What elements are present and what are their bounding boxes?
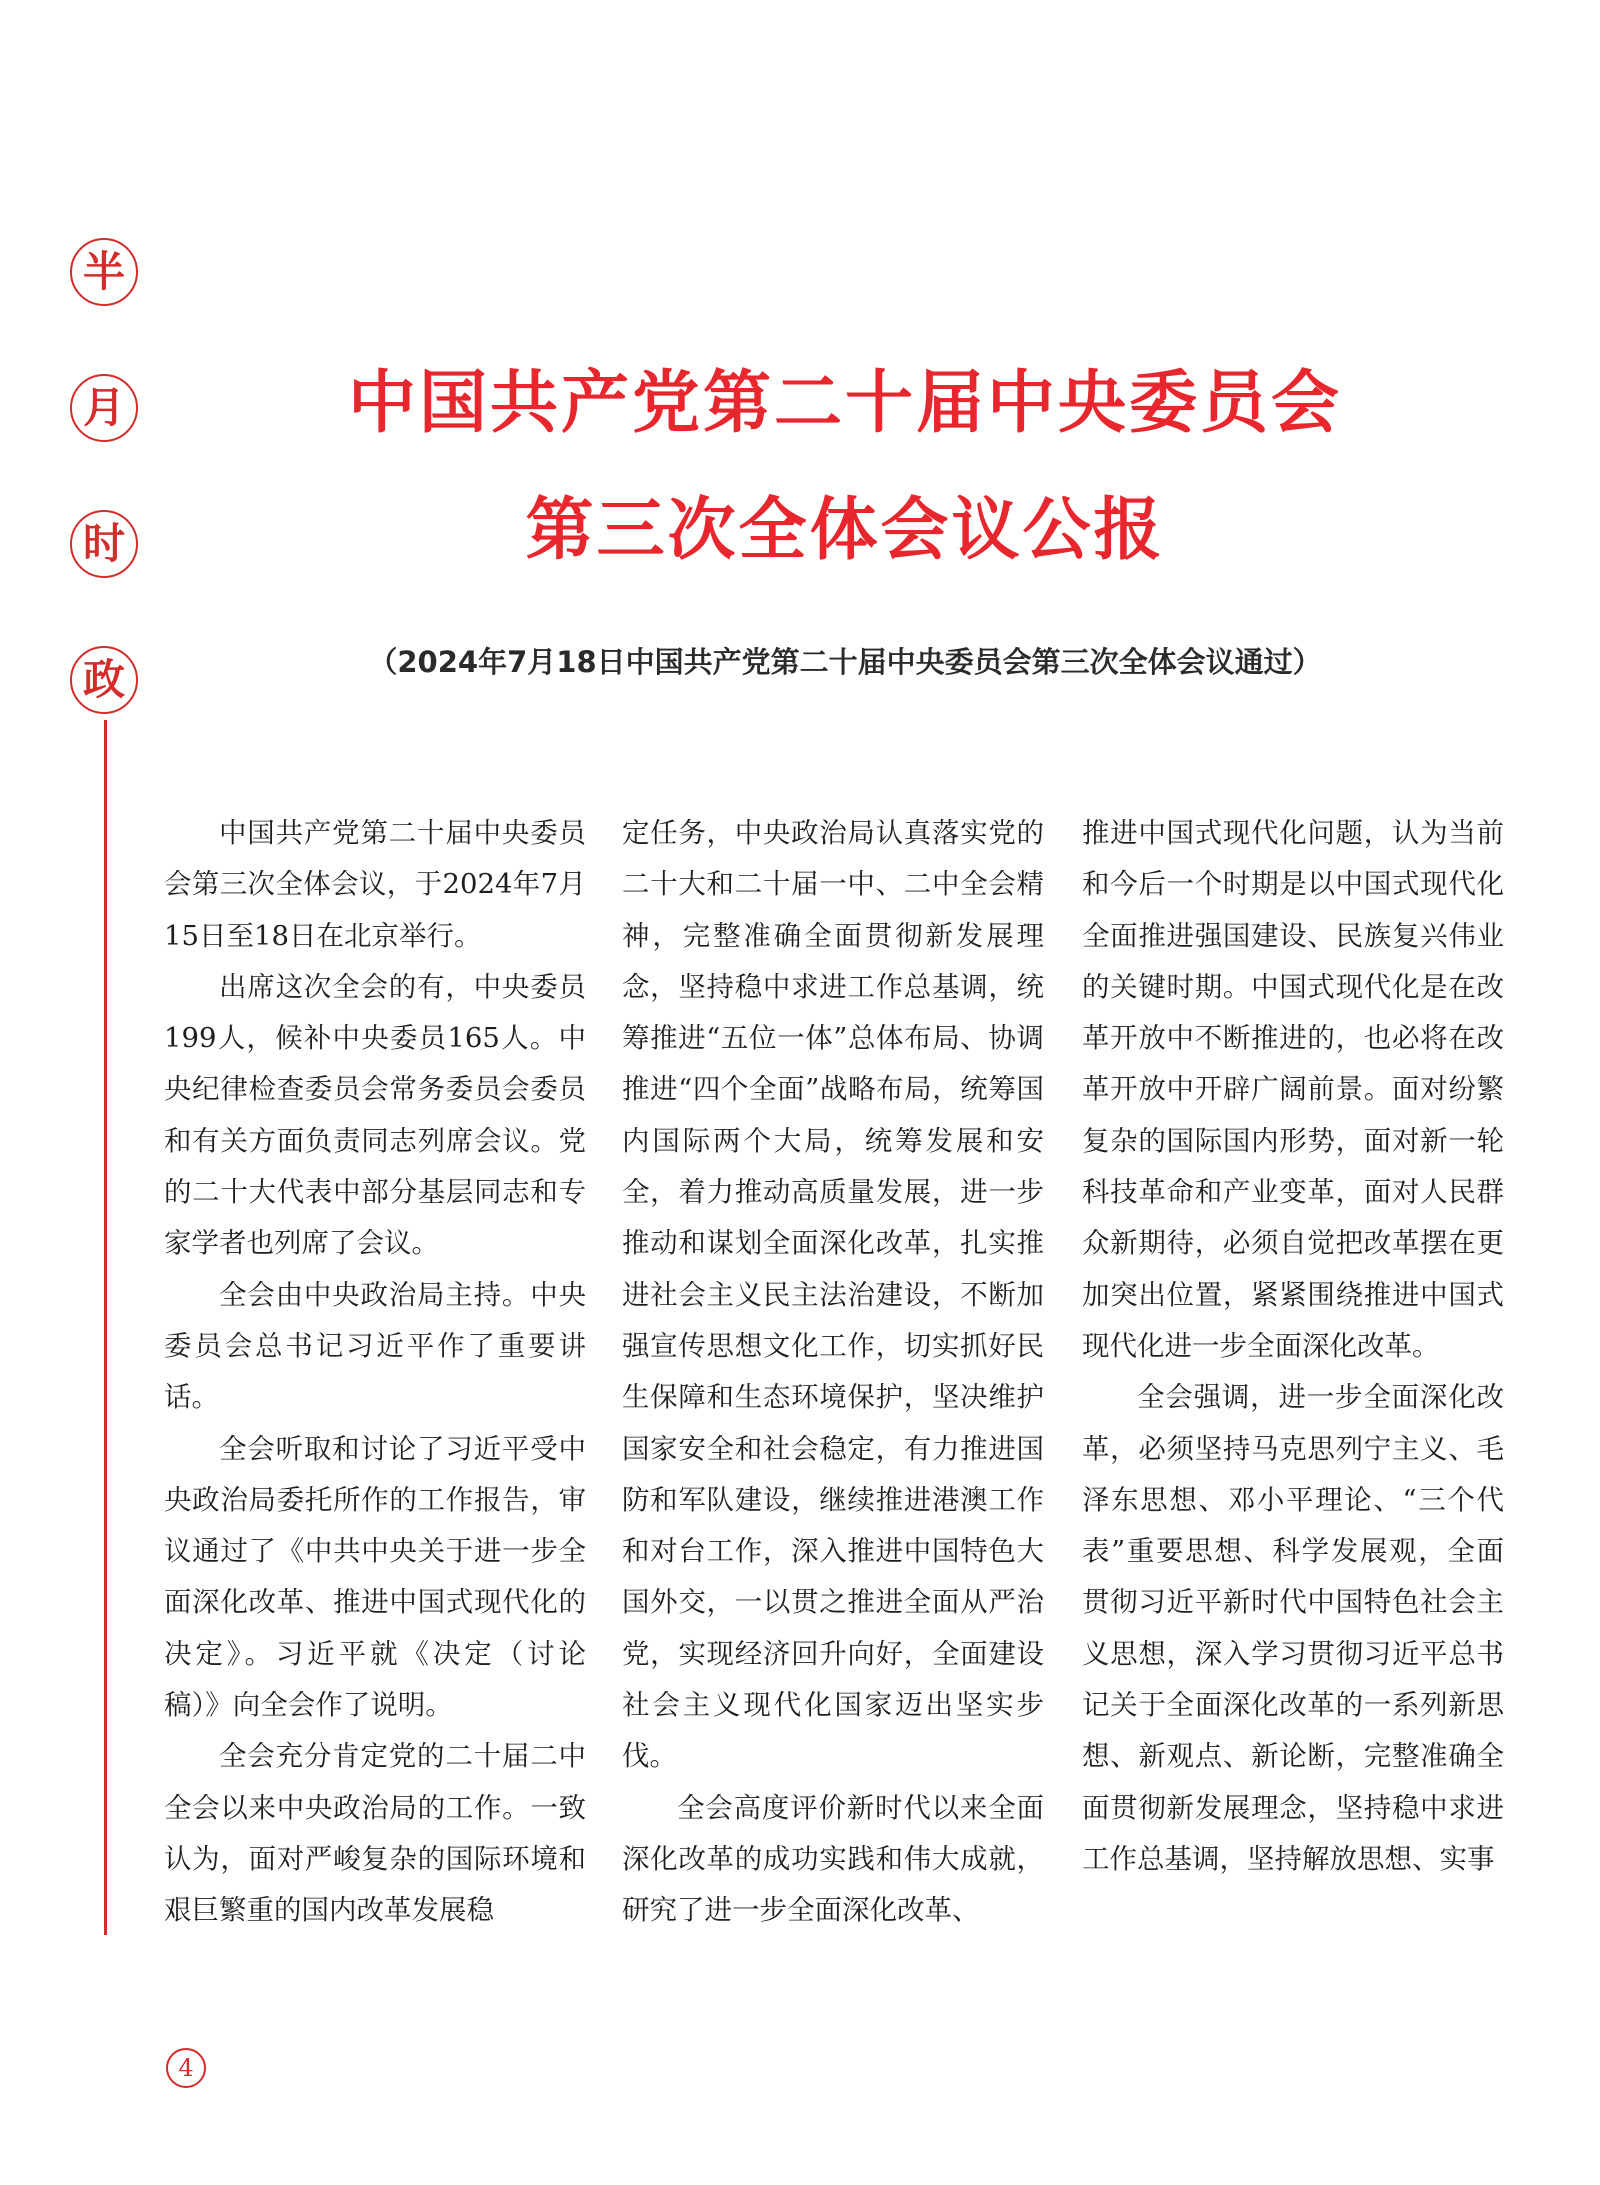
section-label-char: 半 <box>70 238 138 306</box>
page-title-line-2: 第三次全体会议公报 <box>525 491 1165 570</box>
section-label-char: 时 <box>70 510 138 578</box>
paragraph: 全会高度评价新时代以来全面深化改革的成功实践和伟大成就，研究了进一步全面深化改革、 <box>622 1791 1044 1927</box>
text-column-3 <box>1082 808 1504 1885</box>
paragraph: 全会听取和讨论了习近平受中央政治局委托所作的工作报告，审议通过了《中共中央关于进一步全面深化改革、推进中国式现代化的决定》。习近平就《决定（讨论稿）》向全会作了说明。 <box>164 1432 586 1722</box>
paragraph: 中国共产党第二十届中央委员会第三次全体会议，于2024年7月15日至18日在北京举行。 <box>164 817 586 952</box>
text-column-2 <box>622 808 1044 1937</box>
paragraph-continued: 定任务，中央政治局认真落实党的二十大和二十届一中、二中全会精神，完整准确全面贯彻新发展理念，坚持稳中求进工作总基调，统筹推进“五位一体”总体布局、协调推进“四个全面”战略布局，统筹国内国际两个大局，统筹发展和安全，着力推动高质量发展，进一步推动和谋划全面深化改革，扎实推进社会主义民主法治建设，不断加强宣传思想文化工作，切实抓好民生保障和生态环境保护，坚决维护国家安全和社会稳定，有力推进国防和军队建设，继续推进港澳工作和对台工作，深入推进中国特色大国外交，一以贯之推进全面从严治党，实现经济回升向好，全面建设社会主义现代化国家迈出坚实步伐。 <box>622 817 1044 1773</box>
paragraph: 全会由中央政治局主持。中央委员会总书记习近平作了重要讲话。 <box>164 1278 586 1414</box>
paragraph: 出席这次全会的有，中央委员199人，候补中央委员165人。中央纪律检查委员会常务委员会委员和有关方面负责同志列席会议。党的二十大代表中部分基层同志和专家学者也列席了会议。 <box>164 970 586 1260</box>
section-divider-line <box>104 720 107 1935</box>
paragraph-continued: 推进中国式现代化问题，认为当前和今后一个时期是以中国式现代化全面推进强国建设、民族复兴伟业的关键时期。中国式现代化是在改革开放中不断推进的，也必将在改革开放中开辟广阔前景。面对纷繁复杂的国际国内形势，面对新一轮科技革命和产业变革，面对人民群众新期待，必须自觉把改革摆在更加突出位置，紧紧围绕推进中国式现代化进一步全面深化改革。 <box>1082 817 1504 1362</box>
text-column-1 <box>164 808 586 1937</box>
paragraph: 全会强调，进一步全面深化改革，必须坚持马克思列宁主义、毛泽东思想、邓小平理论、“三个代表”重要思想、科学发展观，全面贯彻习近平新时代中国特色社会主义思想，深入学习贯彻习近平总书记关于全面深化改革的一系列新思想、新观点、新论断，完整准确全面贯彻新发展理念，坚持稳中求进工作总基调，坚持解放思想、实事 <box>1082 1381 1504 1875</box>
section-label-char: 月 <box>70 374 138 442</box>
page-number: 4 <box>166 2048 206 2088</box>
page-subtitle: （2024年7月18日中国共产党第二十届中央委员会第三次全体会议通过） <box>368 645 1322 679</box>
page-title-line-1: 中国共产党第二十届中央委员会 <box>347 364 1342 443</box>
section-label-char: 政 <box>70 646 138 714</box>
section-label <box>70 238 142 782</box>
paragraph: 全会充分肯定党的二十届二中全会以来中央政治局的工作。一致认为，面对严峻复杂的国际环境和艰巨繁重的国内改革发展稳 <box>164 1740 586 1927</box>
